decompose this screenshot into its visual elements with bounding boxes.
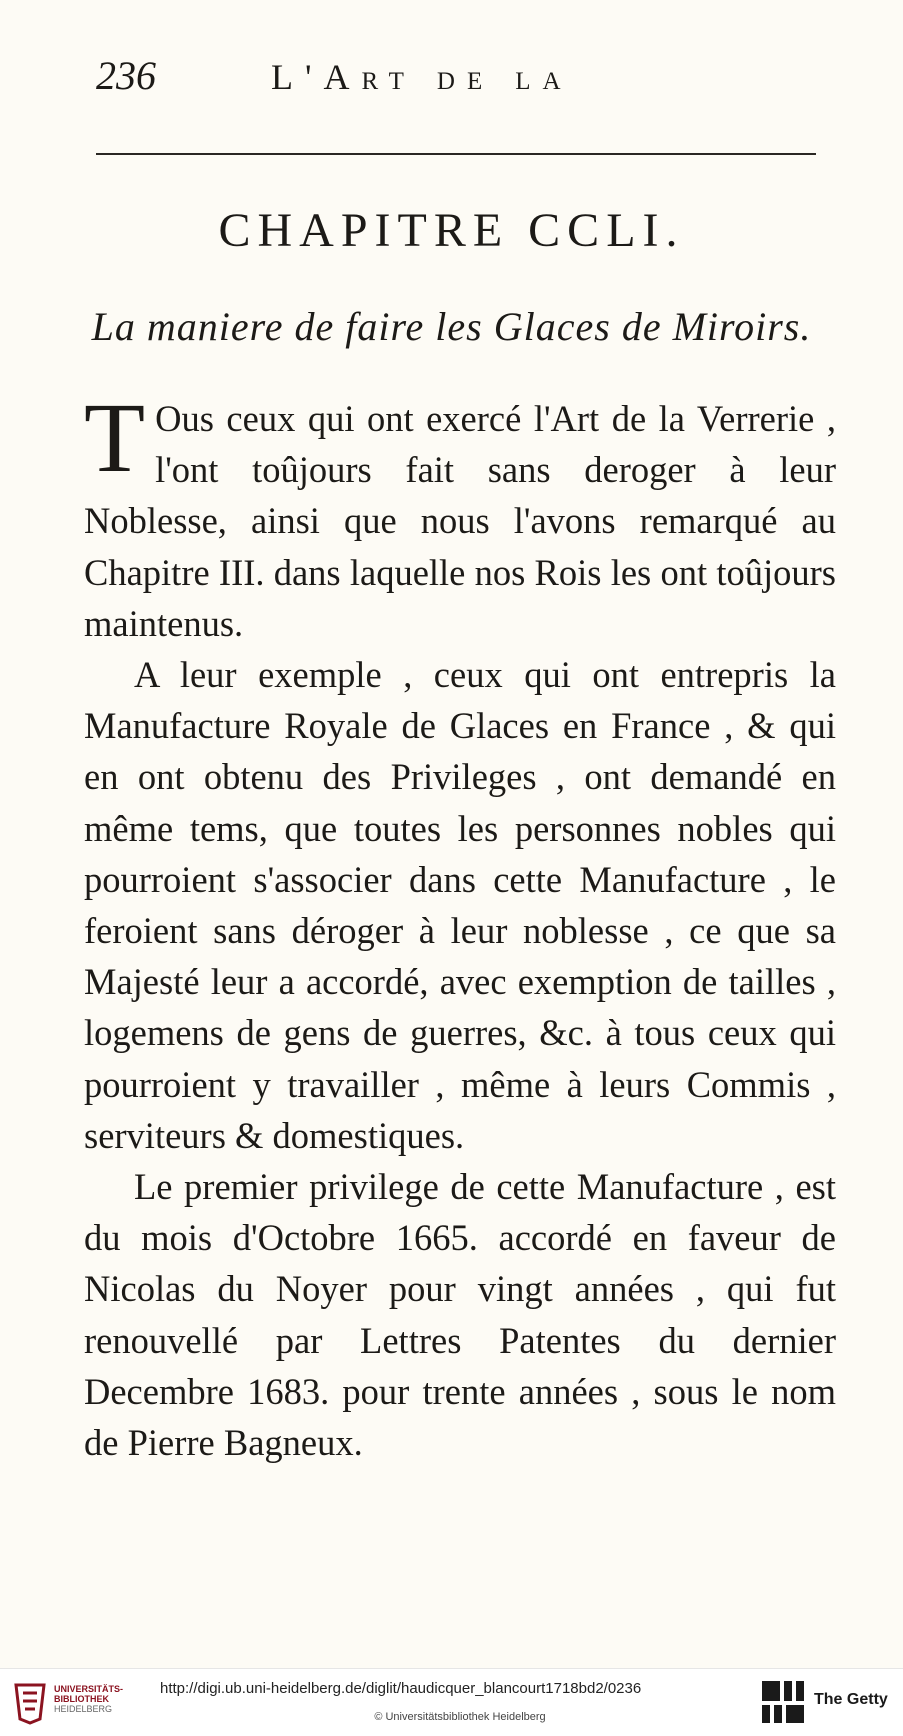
- running-title: L'Art de la: [271, 57, 573, 97]
- permalink-url[interactable]: http://digi.ub.uni-heidelberg.de/diglit/haudicquer_blancourt1718bd2/0236: [160, 1680, 642, 1697]
- library-seal-icon: [10, 1679, 50, 1725]
- viewer-footer: [0, 1668, 903, 1736]
- library-name: [54, 1684, 144, 1714]
- library-logo[interactable]: [10, 1679, 150, 1729]
- paragraph-3: Le premier privilege de cette Manufacture , est du mois d'Octobre 1665. accordé en faveur de Nicolas du Noyer pour vingt années , qui fut renouvellé par Lettres Patentes du dernier Decembre 1683. pour trente années , sous le nom de Pierre Bagneux.: [84, 1166, 836, 1464]
- paragraph-1: [84, 382, 836, 649]
- getty-mark-icon: [760, 1679, 806, 1725]
- getty-logo[interactable]: [760, 1679, 898, 1727]
- chapter-title: CHAPITRE CCLI.: [218, 204, 685, 257]
- library-name-line-1: UNIVERSITÄTS-: [54, 1684, 124, 1694]
- getty-label: The Getty: [814, 1691, 888, 1708]
- paragraph-2: A leur exemple , ceux qui ont entrepris la Manufacture Royale de Glaces en France , & qui en ont obtenu des Privileges , ont demandé en même tems, que toutes les personnes nobles qui pourroient s'associer dans cette Manufacture , le feroient sans déroger à leur noblesse , ce que sa Majesté leur a accordé, avec exemption de tailles , logemens de gens de guerres, &c. à tous ceux qui pourroient y travailler , même à leurs Commis , serviteurs & domestiques.: [84, 654, 836, 1156]
- library-name-line-3: HEIDELBERG: [54, 1704, 113, 1714]
- drop-cap: T: [84, 382, 146, 493]
- copyright-notice: © Universitätsbibliothek Heidelberg: [374, 1711, 546, 1723]
- paragraph-1-text: Ous ceux qui ont exercé l'Art de la Verrerie , l'ont toûjours fait sans deroger à leur Noblesse, ainsi que nous l'avons remarqué au Chapitre III. dans laquelle nos Rois les ont toûjours maintenus.: [84, 398, 836, 644]
- body-text: [84, 382, 836, 1468]
- running-head: [96, 52, 816, 102]
- chapter-subtitle: La maniere de faire les Glaces de Miroirs.: [91, 304, 812, 349]
- page-number: 236: [96, 53, 156, 98]
- header-rule: [96, 153, 816, 155]
- library-name-line-2: BIBLIOTHEK: [54, 1694, 109, 1704]
